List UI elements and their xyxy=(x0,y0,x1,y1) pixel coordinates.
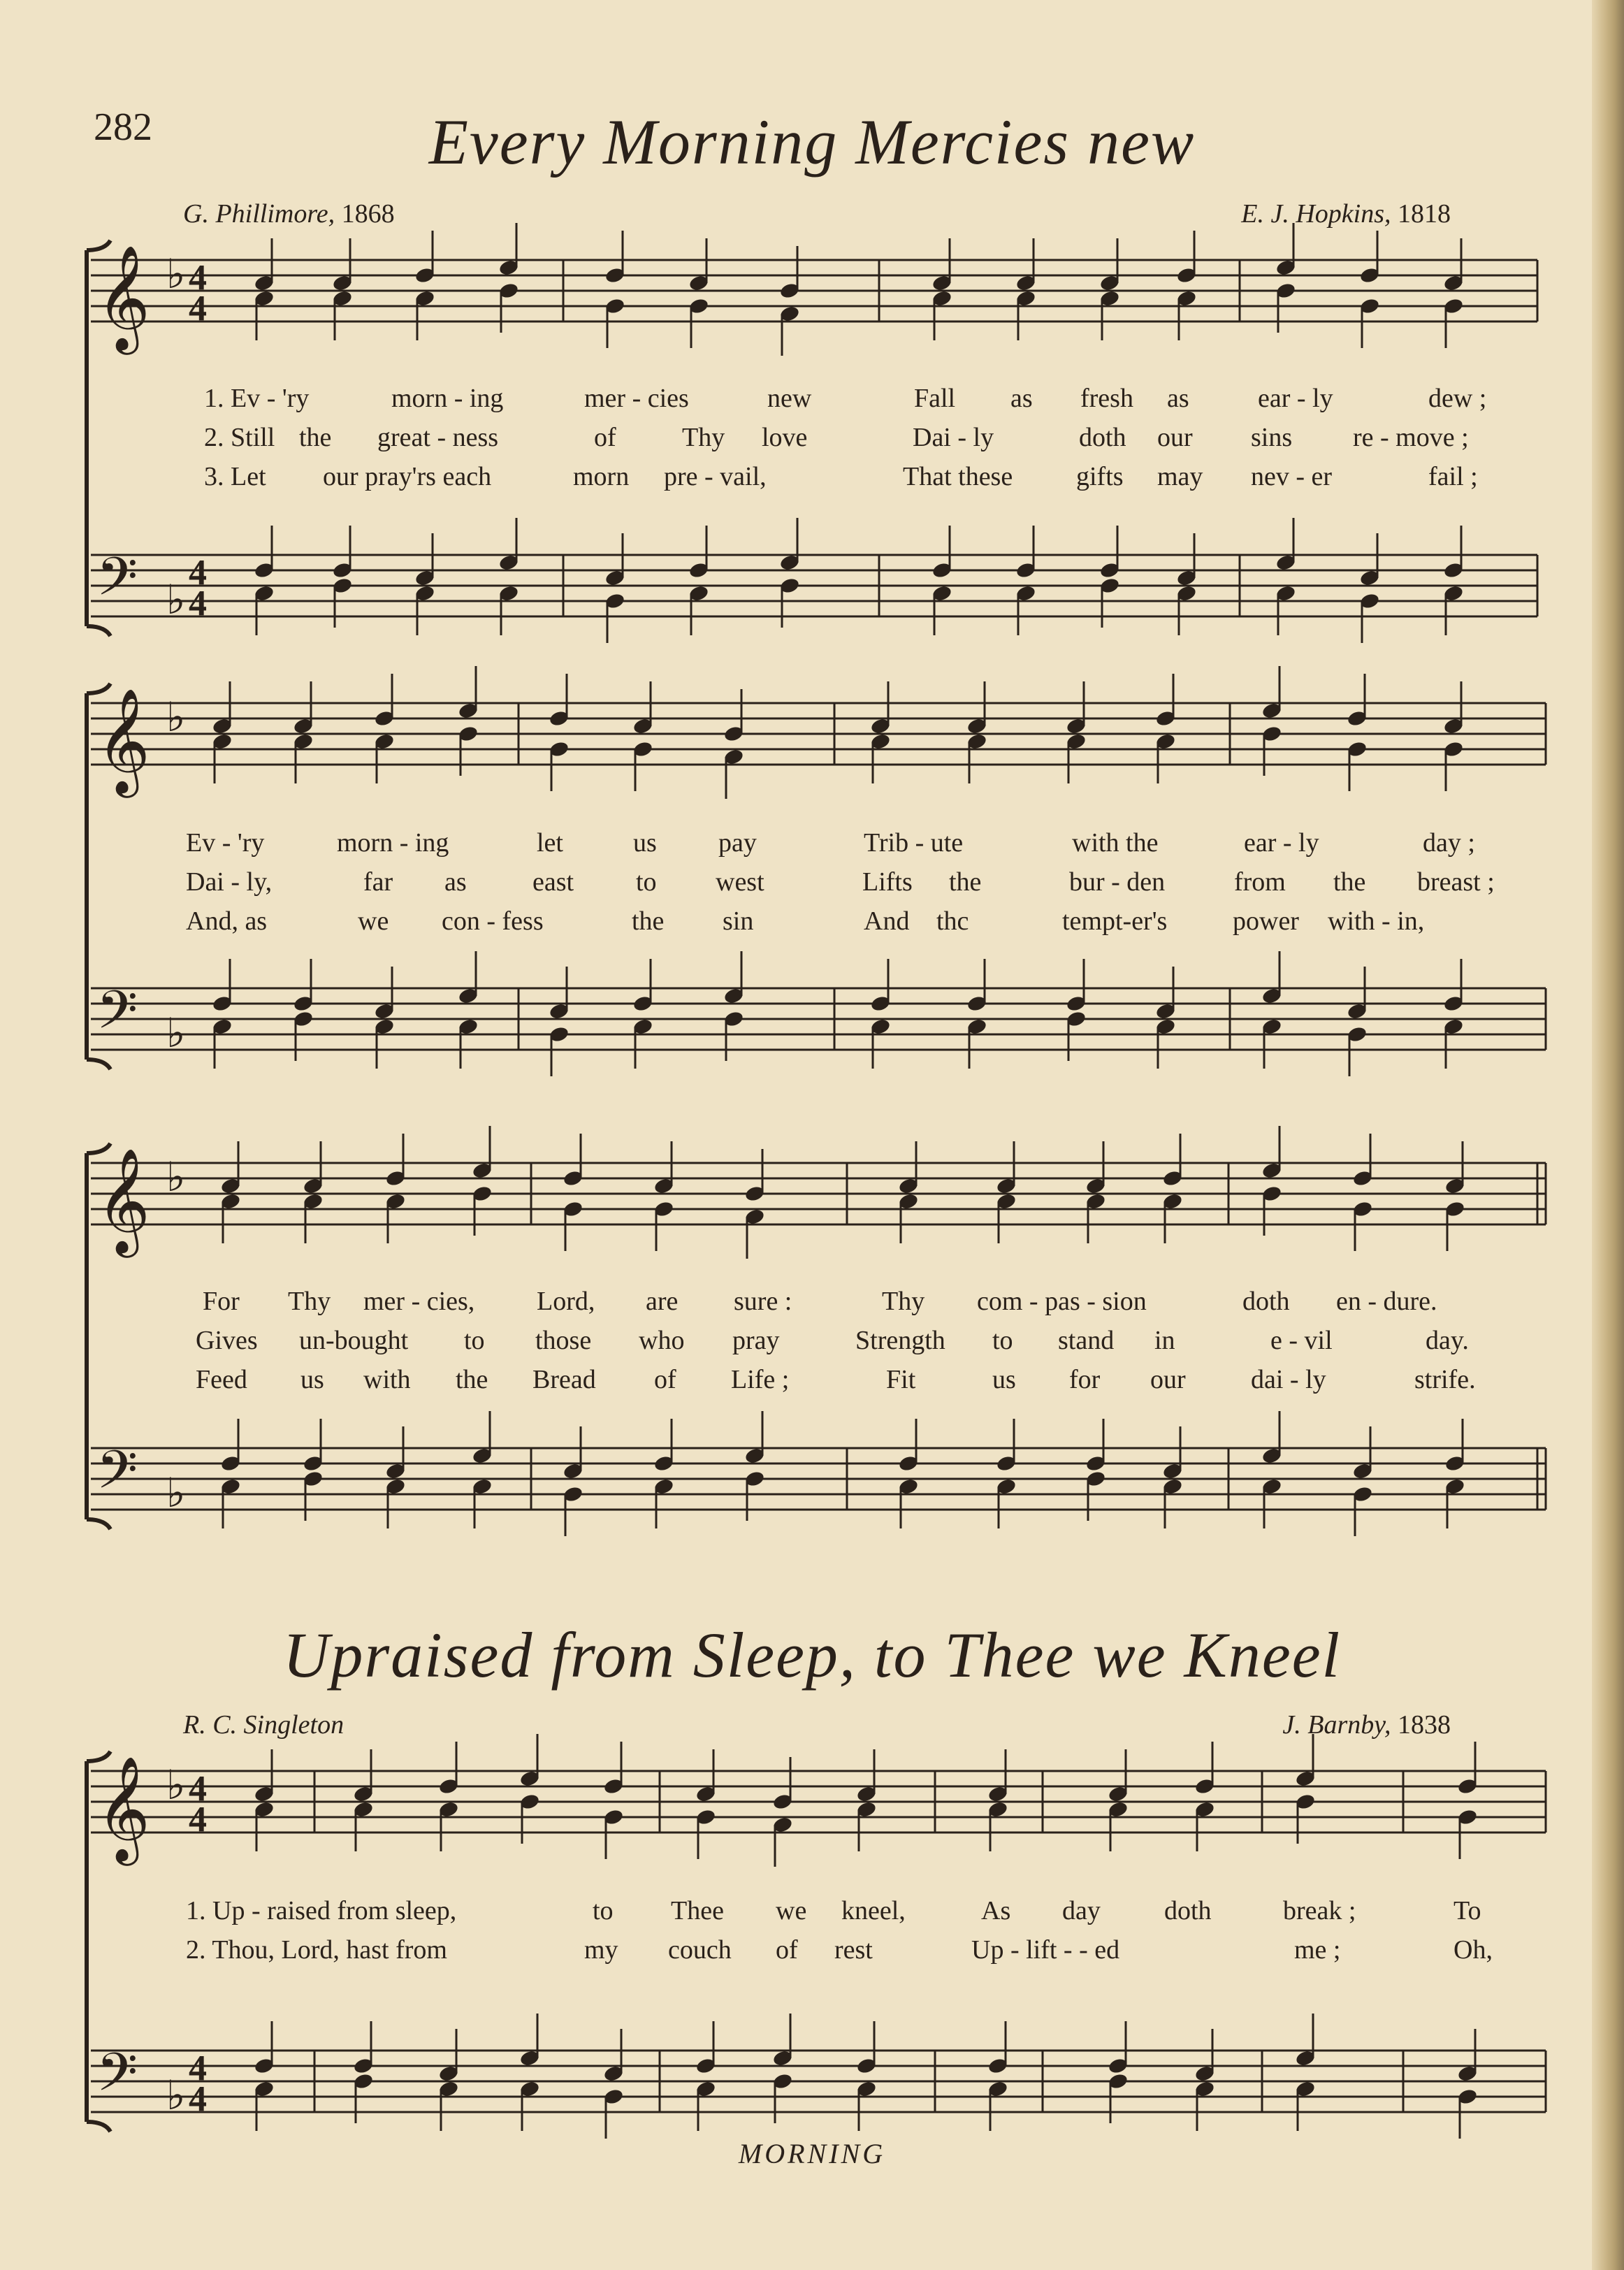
lyric-word: Gives xyxy=(196,1326,258,1355)
lyric-word: Bread xyxy=(532,1365,596,1394)
lyric-word: the xyxy=(299,423,332,452)
lyric-word: And, as xyxy=(186,906,268,936)
lyric-word: in xyxy=(1154,1326,1175,1355)
lyric-word: As xyxy=(981,1896,1011,1925)
lyric-word: Strength xyxy=(855,1326,945,1355)
lyric-word: morn xyxy=(573,462,630,491)
lyric-word: pay xyxy=(718,828,757,858)
treble-clef: 𝄞 xyxy=(96,244,150,350)
hymn1-title: Every Morning Mercies new xyxy=(428,106,1196,178)
lyric-word: our pray'rs each xyxy=(323,462,492,491)
lyric-word: sin xyxy=(723,906,754,936)
lyric-word: Fit xyxy=(886,1365,916,1394)
lyric-word: our xyxy=(1157,423,1193,452)
lyric-word: con - fess xyxy=(442,906,544,936)
lyric-word: the xyxy=(1333,867,1366,897)
lyric-word: are xyxy=(646,1287,679,1316)
treble-clef: 𝄞 xyxy=(96,1147,150,1253)
lyric-word: ear - ly xyxy=(1244,828,1319,858)
lyric-word: mer - cies, xyxy=(363,1287,475,1316)
lyric-word: un-bought xyxy=(299,1326,409,1355)
lyric-word: nev - er xyxy=(1251,462,1333,491)
hymn1-composer-year: 1818 xyxy=(1398,199,1451,229)
lyric-word: kneel, xyxy=(841,1896,906,1925)
hymn2-composer: J. Barnby, xyxy=(1282,1710,1391,1740)
page-number: 282 xyxy=(94,106,152,149)
lyric-word: the xyxy=(949,867,982,897)
lyric-word: 2. Still xyxy=(204,423,275,452)
lyric-word: 3. Let xyxy=(204,462,266,491)
lyric-word: let xyxy=(537,828,563,858)
lyric-word: Ev - 'ry xyxy=(186,828,265,858)
page-footer: MORNING xyxy=(738,2138,886,2169)
lyric-word: with the xyxy=(1072,828,1159,858)
lyric-word: morn - ing xyxy=(391,384,504,413)
lyric-word: of xyxy=(594,423,616,452)
lyric-word: thc xyxy=(936,906,969,936)
flat-key-signature: ♭ xyxy=(166,693,186,741)
lyric-word: Thee xyxy=(671,1896,724,1925)
system-bracket-bottom xyxy=(87,626,110,636)
lyric-word: rest xyxy=(834,1935,873,1965)
treble-clef: 𝄞 xyxy=(96,687,150,793)
lyric-word: new xyxy=(767,384,812,413)
lyric-word: tempt-er's xyxy=(1062,906,1168,936)
treble-clef: 𝄞 xyxy=(96,1755,150,1861)
lyric-word: we xyxy=(358,906,389,936)
lyric-word: Life ; xyxy=(731,1365,790,1394)
lyric-word: pre - vail, xyxy=(664,462,767,491)
flat-key-signature: ♭ xyxy=(166,1009,186,1057)
hymn2-composer-year: 1838 xyxy=(1398,1710,1451,1740)
lyric-word: en - dure. xyxy=(1336,1287,1437,1316)
lyric-word: dew ; xyxy=(1428,384,1487,413)
lyric-word: Lord, xyxy=(537,1287,595,1316)
lyric-word: That these xyxy=(903,462,1013,491)
hymn1-author: G. Phillimore, xyxy=(183,199,335,229)
lyric-word: as xyxy=(1010,384,1033,413)
system-bracket-bottom xyxy=(87,2122,110,2132)
lyric-word: east xyxy=(532,867,574,897)
lyric-word: from xyxy=(1234,867,1286,897)
bass-clef: 𝄢 xyxy=(96,979,138,1054)
lyric-word: to xyxy=(636,867,657,897)
lyric-word: of xyxy=(776,1935,798,1965)
time-signature-bottom: 4 xyxy=(189,584,207,623)
lyric-word: the xyxy=(632,906,665,936)
lyric-word: gifts xyxy=(1076,462,1124,491)
time-signature-top: 4 xyxy=(189,553,207,593)
time-signature-bottom: 4 xyxy=(189,2079,207,2119)
flat-key-signature: ♭ xyxy=(166,250,186,298)
lyric-word: to xyxy=(992,1326,1013,1355)
lyric-word: my xyxy=(584,1935,618,1965)
lyric-word: with - in, xyxy=(1328,906,1425,936)
lyric-word: great - ness xyxy=(377,423,499,452)
time-signature-bottom: 4 xyxy=(189,289,207,328)
time-signature-bottom: 4 xyxy=(189,1800,207,1839)
lyric-word: me ; xyxy=(1294,1935,1341,1965)
lyric-word: who xyxy=(639,1326,685,1355)
time-signature-top: 4 xyxy=(189,1769,207,1809)
flat-key-signature: ♭ xyxy=(166,1469,186,1517)
lyric-word: those xyxy=(535,1326,592,1355)
lyric-word: Feed xyxy=(196,1365,247,1394)
lyric-word: And xyxy=(864,906,910,936)
lyric-word: us xyxy=(992,1365,1016,1394)
system-bracket-bottom xyxy=(87,1519,110,1529)
lyric-word: couch xyxy=(668,1935,732,1965)
lyric-word: ear - ly xyxy=(1258,384,1333,413)
bass-clef: 𝄢 xyxy=(96,546,138,621)
lyric-word: breast ; xyxy=(1417,867,1495,897)
flat-key-signature: ♭ xyxy=(166,2072,186,2119)
bass-clef: 𝄢 xyxy=(96,2041,138,2116)
flat-key-signature: ♭ xyxy=(166,1153,186,1201)
hymn1-author-year: 1868 xyxy=(341,199,395,229)
lyric-word: for xyxy=(1069,1365,1101,1394)
lyric-word: to xyxy=(593,1896,614,1925)
time-signature-top: 4 xyxy=(189,2048,207,2088)
lyric-word: morn - ing xyxy=(337,828,449,858)
lyric-word: as xyxy=(1167,384,1189,413)
lyric-word: Dai - ly, xyxy=(186,867,273,897)
lyric-word: Thy xyxy=(288,1287,331,1316)
lyric-word: with xyxy=(363,1365,411,1394)
lyric-word: Up - lift - - ed xyxy=(971,1935,1120,1965)
lyric-word: Fall xyxy=(914,384,956,413)
lyric-word: far xyxy=(363,867,393,897)
lyric-word: stand xyxy=(1058,1326,1115,1355)
lyric-word: 2. Thou, Lord, hast from xyxy=(186,1935,447,1965)
lyric-word: Lifts xyxy=(862,867,913,897)
lyric-word: doth xyxy=(1242,1287,1290,1316)
lyric-word: love xyxy=(762,423,808,452)
lyric-word: the xyxy=(456,1365,488,1394)
flat-key-signature: ♭ xyxy=(166,576,186,623)
lyric-word: day ; xyxy=(1423,828,1475,858)
lyric-word: us xyxy=(633,828,657,858)
lyric-word: our xyxy=(1150,1365,1186,1394)
lyric-word: doth xyxy=(1164,1896,1212,1925)
lyric-word: sure : xyxy=(734,1287,792,1316)
lyric-word: power xyxy=(1233,906,1299,936)
lyric-word: Thy xyxy=(682,423,725,452)
lyric-word: may xyxy=(1157,462,1203,491)
lyric-word: dai - ly xyxy=(1251,1365,1326,1394)
bass-clef: 𝄢 xyxy=(96,1439,138,1514)
lyric-word: fresh xyxy=(1080,384,1133,413)
system-bracket-bottom xyxy=(87,1060,110,1069)
lyric-word: pray xyxy=(732,1326,780,1355)
lyric-word: strife. xyxy=(1414,1365,1476,1394)
lyric-word: e - vil xyxy=(1270,1326,1333,1355)
hymn2-title: Upraised from Sleep, to Thee we Kneel xyxy=(282,1619,1342,1691)
flat-key-signature: ♭ xyxy=(166,1761,186,1809)
hymn2-author: R. C. Singleton xyxy=(183,1710,345,1740)
time-signature-top: 4 xyxy=(189,258,207,298)
lyric-word: of xyxy=(654,1365,676,1394)
lyric-word: day xyxy=(1062,1896,1101,1925)
lyric-word: sins xyxy=(1251,423,1293,452)
lyric-word: we xyxy=(776,1896,807,1925)
lyric-word: mer - cies xyxy=(584,384,689,413)
lyric-word: Dai - ly xyxy=(913,423,994,452)
lyric-word: 1. Ev - 'ry xyxy=(204,384,310,413)
lyric-word: re - move ; xyxy=(1353,423,1469,452)
lyric-word: fail ; xyxy=(1428,462,1478,491)
hymn1-composer: E. J. Hopkins, xyxy=(1241,199,1391,229)
lyric-word: Oh, xyxy=(1453,1935,1493,1965)
lyric-word: For xyxy=(203,1287,240,1316)
lyric-word: west xyxy=(716,867,764,897)
lyric-word: bur - den xyxy=(1069,867,1166,897)
lyric-word: Trib - ute xyxy=(864,828,964,858)
lyric-word: us xyxy=(300,1365,324,1394)
lyric-word: break ; xyxy=(1283,1896,1356,1925)
lyric-word: Thy xyxy=(882,1287,925,1316)
lyric-word: 1. Up - raised from sleep, xyxy=(186,1896,457,1925)
lyric-word: day. xyxy=(1426,1326,1469,1355)
lyric-word: com - pas - sion xyxy=(977,1287,1147,1316)
lyric-word: doth xyxy=(1079,423,1126,452)
lyric-word: as xyxy=(444,867,467,897)
lyric-word: To xyxy=(1453,1896,1481,1925)
lyric-word: to xyxy=(464,1326,485,1355)
